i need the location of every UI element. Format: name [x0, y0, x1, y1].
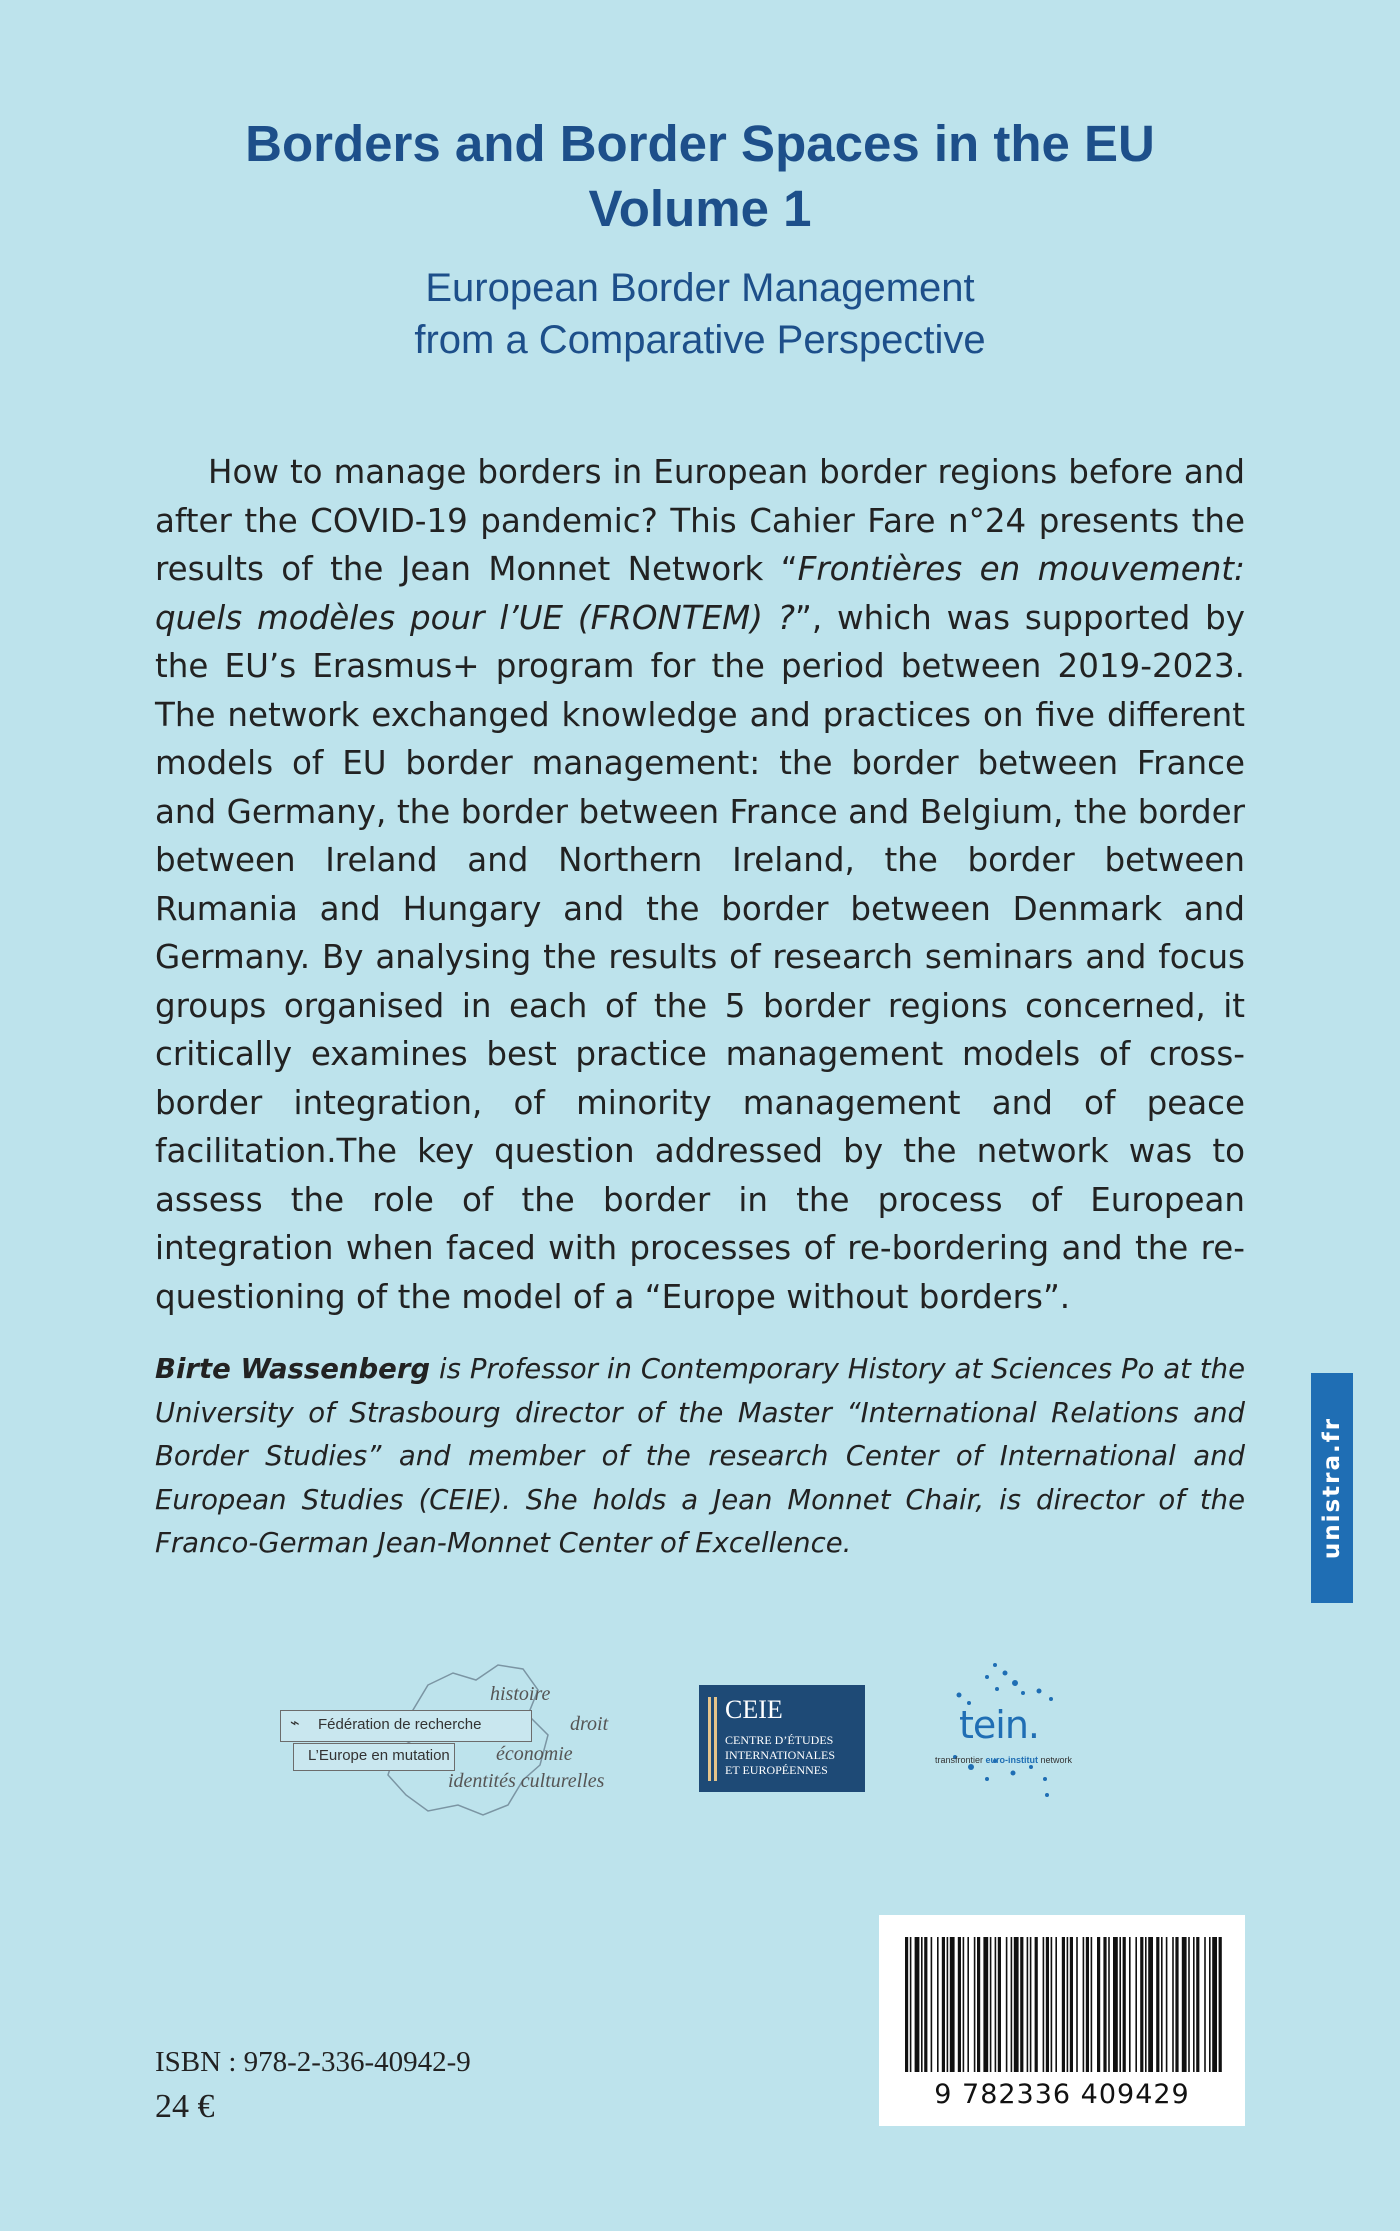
barcode-bar	[937, 1937, 939, 2072]
barcode-bar	[1070, 1937, 1073, 2072]
unistra-label: unistra.fr	[1319, 1416, 1345, 1560]
barcode-bar	[921, 1937, 923, 2072]
barcode-bar	[1011, 1937, 1013, 2072]
barcode-bar	[1172, 1937, 1174, 2072]
isbn-text: ISBN : 978-2-336-40942-9	[155, 2046, 471, 2078]
barcode-bar	[1123, 1937, 1126, 2072]
barcode-bar	[942, 1937, 945, 2072]
barcode-bar	[905, 1937, 908, 2072]
barcode-bar	[990, 1937, 992, 2072]
barcode-bar	[1156, 1937, 1159, 2072]
barcode-bar	[1027, 1937, 1029, 2072]
ceie-bar-2	[714, 1697, 717, 1781]
barcode-bar	[1204, 1937, 1206, 2072]
federation-line-1: ⌁	[290, 1715, 300, 1732]
barcode-bar	[1129, 1937, 1131, 2072]
ceie-bar-1	[708, 1697, 711, 1781]
barcode	[879, 1915, 1245, 2126]
federation-word-economie: économie	[496, 1743, 573, 1765]
barcode-bar	[931, 1937, 933, 2072]
barcode-bar	[1086, 1937, 1089, 2072]
barcode-bar	[1212, 1937, 1217, 2072]
barcode-bar	[1030, 1937, 1032, 2072]
network-title: Frontières en mouvement: quels modèles pour l’UE (FRONTEM) ?	[155, 550, 1245, 637]
federation-text-1: Fédération de recherche	[318, 1716, 482, 1733]
barcode-bar	[974, 1937, 976, 2072]
barcode-bar	[1035, 1937, 1038, 2072]
barcode-bar	[1148, 1937, 1153, 2072]
barcode-bar	[983, 1937, 988, 2072]
barcode-bar	[947, 1937, 949, 2072]
federation-word-identites: identités culturelles	[448, 1770, 605, 1792]
federation-text-2: L’Europe en mutation	[308, 1747, 450, 1764]
barcode-bar	[1196, 1937, 1199, 2072]
barcode-bar	[1062, 1937, 1065, 2072]
ceie-name: CEIE	[725, 1695, 783, 1724]
book-title: Borders and Border Spaces in the EU	[245, 115, 1155, 172]
barcode-bar	[1020, 1937, 1023, 2072]
barcode-bar	[1103, 1937, 1106, 2072]
barcode-bar	[1166, 1937, 1168, 2072]
barcode-bar	[1219, 1937, 1222, 2072]
author-name: Birte Wassenberg	[155, 1353, 431, 1385]
barcode-bar	[998, 1937, 1001, 2072]
barcode-bar	[1113, 1937, 1118, 2072]
barcode-bar	[1046, 1937, 1049, 2072]
barcode-digits: 9 782336 409429	[934, 2079, 1190, 2110]
federation-word-histoire: histoire	[490, 1683, 551, 1705]
barcode-bar	[1067, 1937, 1069, 2072]
tein-name: tein.	[959, 1703, 1039, 1747]
barcode-bar	[1051, 1937, 1053, 2072]
author-bio-text: is Professor in Contemporary History at Sciences Po at the University of Strasbourg director of the Master “International Relations and Border Studies” and member of the research Center of International and European Studies (CEIE). She holds a Jean Monnet Chair, is director of the Franco-German Jean-Monnet Center of Excellence.	[155, 1353, 1245, 1559]
blurb-text-2: ”, which was supported by the EU’s Erasmus+ program for the period between 2019-2023. The network exchanged knowledge and practices on five different models of EU border management: the border between France and Germany, the border between France and Belgium, the border between Ireland and Northern Ireland, the border between Rumania and Hungary and the border between Denmark and Germany. By analysing the results of research seminars and focus groups organised in each of the 5 border regions concerned, it critically examines best practice management models of cross-border integration, of minority management and of peace facilitation.The key question addressed by the network was to assess the role of the border in the process of European integration when faced with processes of re-bordering and the re-questioning of the model of a “Europe without borders”.	[155, 598, 1245, 1316]
ceie-line-1: CENTRE D’ÉTUDES	[725, 1733, 834, 1747]
blurb-paragraph	[155, 448, 1245, 1321]
barcode-bar	[915, 1937, 920, 2072]
barcode-bar	[958, 1937, 961, 2072]
barcode-bar	[1043, 1937, 1045, 2072]
barcode-bar	[1091, 1937, 1093, 2072]
barcode-bar	[1209, 1937, 1211, 2072]
barcode-bar	[1055, 1937, 1057, 2072]
barcode-bar	[977, 1937, 980, 2072]
barcode-bar	[924, 1937, 927, 2072]
blurb-text-1: How to manage borders in European border regions before and after the COVID-19 pandemic? This Cahier Fare n°24 presents the results of the Jean Monnet Network “	[155, 453, 1245, 588]
barcode-bar	[967, 1937, 969, 2072]
barcode-bar	[1119, 1937, 1121, 2072]
barcode-bar	[1083, 1937, 1085, 2072]
barcode-bar	[1175, 1937, 1178, 2072]
tein-logo	[935, 1655, 1105, 1825]
barcode-bar	[995, 1937, 997, 2072]
subtitle-line-1: European Border Management	[425, 266, 975, 310]
barcode-bar	[1076, 1937, 1078, 2072]
barcode-bar	[1006, 1937, 1008, 2072]
author-bio	[155, 1348, 1245, 1566]
barcode-bar	[1161, 1937, 1163, 2072]
unistra-tab[interactable]	[1311, 1373, 1353, 1603]
barcode-bar	[1188, 1937, 1190, 2072]
barcode-bar	[1193, 1937, 1195, 2072]
barcode-bar	[1182, 1937, 1187, 2072]
price-text: 24 €	[155, 2088, 215, 2125]
barcode-bar	[1135, 1937, 1137, 2072]
barcode-bar	[1140, 1937, 1143, 2072]
ceie-line-2: INTERNATIONALES	[725, 1748, 835, 1762]
barcode-bar	[910, 1937, 912, 2072]
barcode-bar	[1108, 1937, 1110, 2072]
barcode-bar	[950, 1937, 955, 2072]
barcode-bar	[963, 1937, 965, 2072]
federation-logo	[278, 1655, 638, 1825]
tein-tagline: transfrontier euro-institut network	[935, 1755, 1073, 1765]
barcode-bar	[1014, 1937, 1019, 2072]
barcode-bar	[1145, 1937, 1147, 2072]
federation-word-droit: droit	[570, 1713, 609, 1735]
ceie-logo	[699, 1685, 865, 1792]
subtitle-line-2: from a Comparative Perspective	[414, 318, 986, 362]
barcode-bar	[1097, 1937, 1100, 2072]
volume-label: Volume 1	[588, 180, 812, 237]
ceie-line-3: ET EUROPÉENNES	[725, 1763, 828, 1777]
